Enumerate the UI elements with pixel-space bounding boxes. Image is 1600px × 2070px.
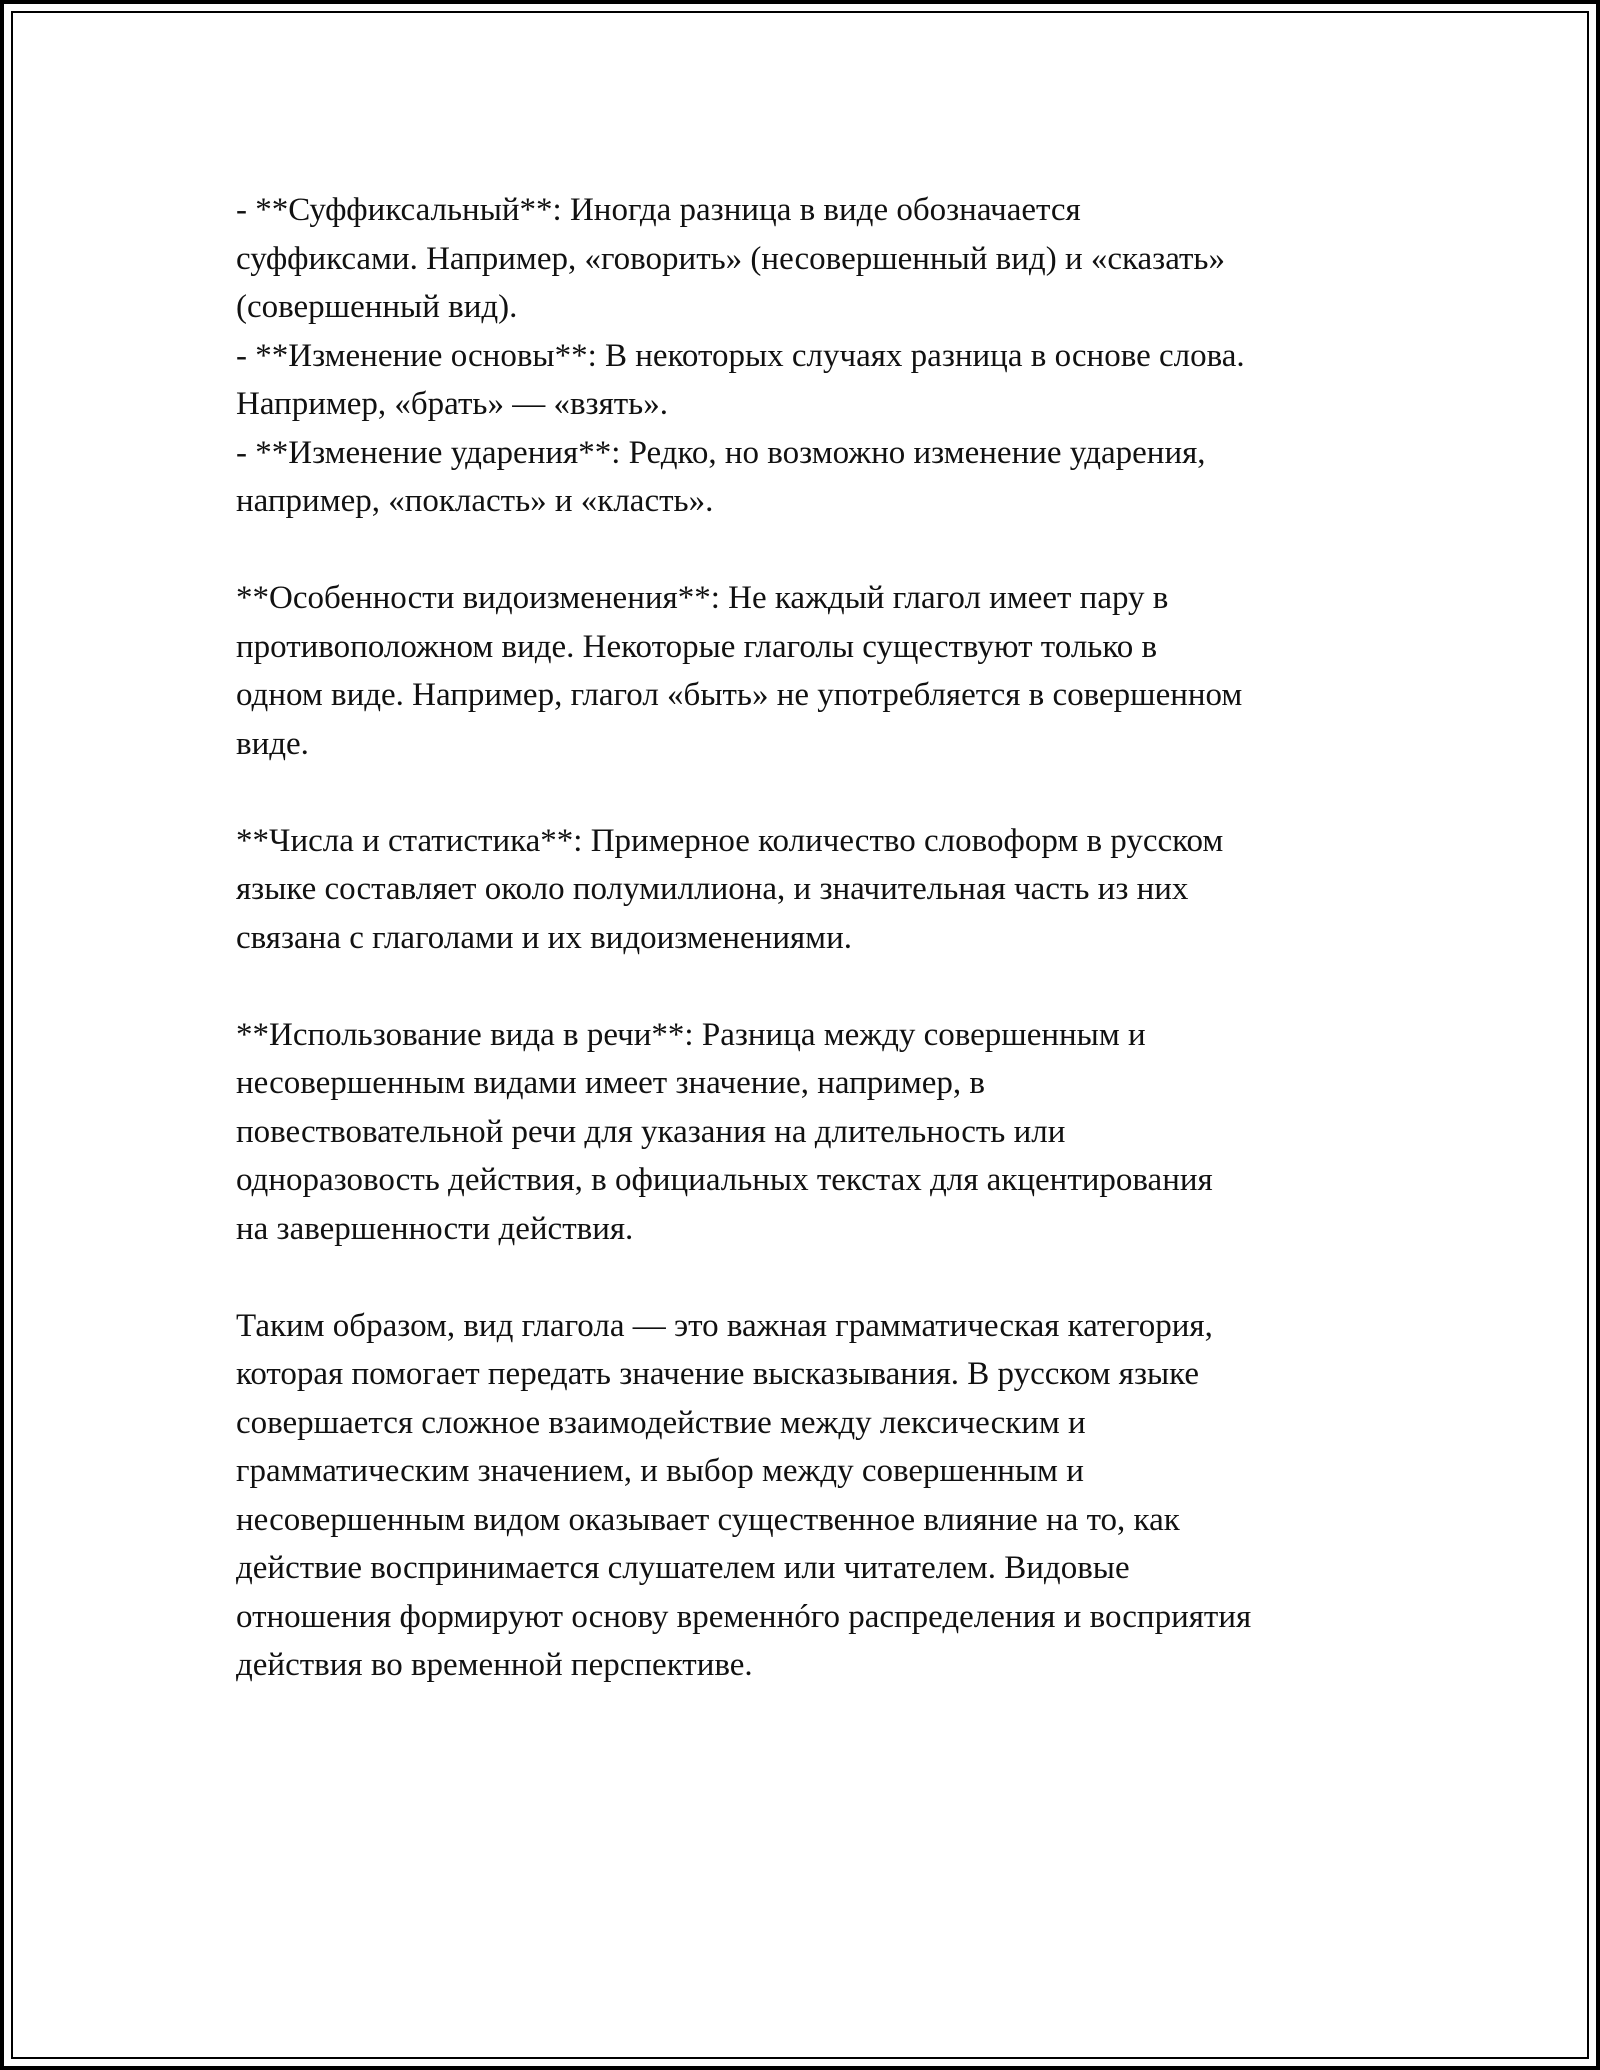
text-line: грамматическим значением, и выбор между совершенным и bbox=[236, 1453, 1084, 1489]
text-line: например, «покласть» и «класть». bbox=[236, 483, 714, 519]
list-item-stress-change bbox=[236, 429, 1386, 526]
text-line: действие воспринимается слушателем или читателем. Видовые bbox=[236, 1550, 1130, 1586]
text-line: противоположном виде. Некоторые глаголы существуют только в bbox=[236, 628, 1158, 665]
text-line: повествовательной речи для указания на длительность или bbox=[236, 1113, 1066, 1150]
text-line: - **Суффиксальный**: Иногда разница в виде обозначается bbox=[236, 192, 1081, 228]
text-line: - **Изменение основы**: В некоторых случаях разница в основе слова. bbox=[236, 337, 1245, 374]
text-line: виде. bbox=[236, 725, 309, 762]
text-line: связана с глаголами и их видоизменениями. bbox=[236, 919, 852, 956]
text-line: действия во временной перспективе. bbox=[236, 1647, 753, 1683]
text-line: - **Изменение ударения**: Редко, но возможно изменение ударения, bbox=[236, 434, 1206, 471]
paragraph-usage bbox=[236, 1011, 1386, 1254]
paragraph-gap bbox=[236, 526, 1386, 575]
text-line: (совершенный вид). bbox=[236, 289, 518, 325]
text-line: **Числа и статистика**: Примерное количество словоформ в русском bbox=[236, 822, 1224, 859]
paragraph-conclusion bbox=[236, 1302, 1386, 1690]
text-line: языке составляет около полумиллиона, и значительная часть из них bbox=[236, 871, 1189, 907]
text-line: совершается сложное взаимодействие между лексическим и bbox=[236, 1404, 1086, 1441]
list-item-stem-change bbox=[236, 332, 1386, 429]
text-line: Например, «брать» — «взять». bbox=[236, 386, 668, 422]
text-line: на завершенности действия. bbox=[236, 1210, 634, 1247]
paragraph-statistics bbox=[236, 817, 1386, 963]
paragraph-gap bbox=[236, 962, 1386, 1011]
text-line: одноразовость действия, в официальных текстах для акцентирования bbox=[236, 1162, 1213, 1198]
text-line: Таким образом, вид глагола — это важная грамматическая категория, bbox=[236, 1307, 1213, 1344]
text-line: суффиксами. Например, «говорить» (несовершенный вид) и «сказать» bbox=[236, 240, 1225, 277]
text-line: **Особенности видоизменения**: Не каждый глагол имеет пару в bbox=[236, 580, 1169, 616]
paragraph-gap bbox=[236, 768, 1386, 817]
paragraph-features bbox=[236, 574, 1386, 768]
text-line: которая помогает передать значение высказывания. В русском языке bbox=[236, 1356, 1200, 1392]
text-line: **Использование вида в речи**: Разница между совершенным и bbox=[236, 1016, 1146, 1053]
text-line: несовершенным видом оказывает существенное влияние на то, как bbox=[236, 1501, 1180, 1538]
text-line: отношения формируют основу временнóго распределения и восприятия bbox=[236, 1598, 1252, 1635]
list-item-suffix bbox=[236, 186, 1386, 332]
document-body bbox=[236, 186, 1386, 1690]
paragraph-gap bbox=[236, 1253, 1386, 1302]
text-line: несовершенным видами имеет значение, например, в bbox=[236, 1065, 986, 1101]
text-line: одном виде. Например, глагол «быть» не употребляется в совершенном bbox=[236, 677, 1243, 713]
